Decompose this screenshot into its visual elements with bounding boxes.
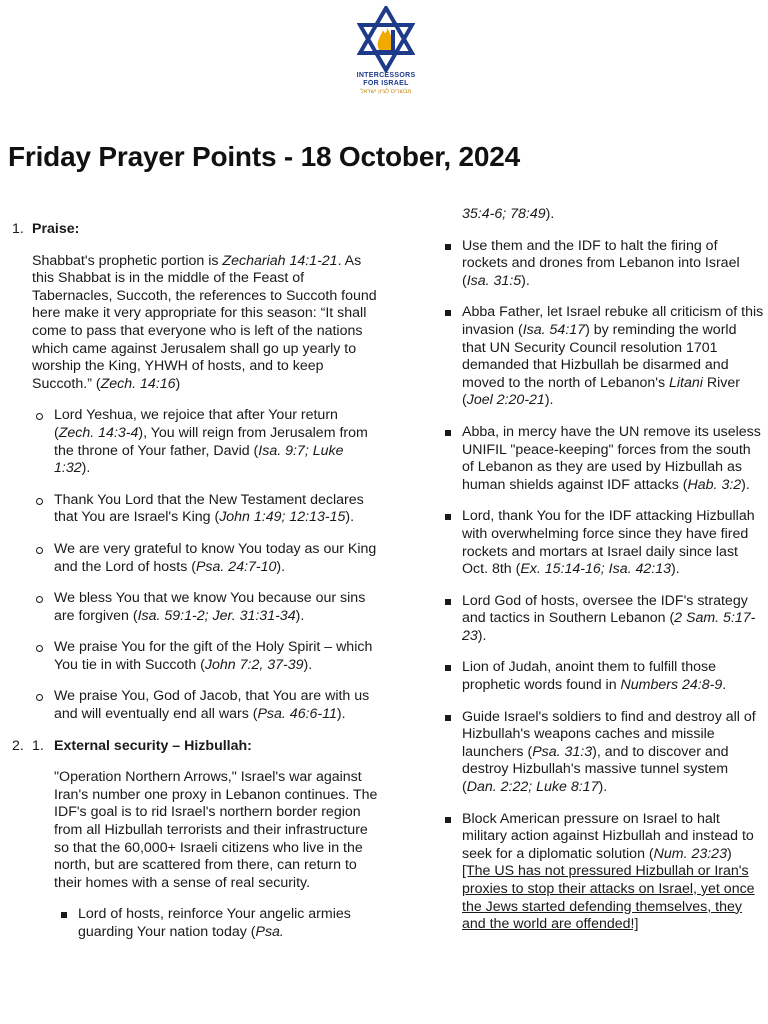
square-bullet-icon: [445, 817, 451, 823]
circle-bullet-icon: [36, 547, 43, 554]
hizbullah-intro: "Operation Northern Arrows," Israel's war against Iran's number one proxy in Lebanon continues. The IDF's goal is to rid Israel's northern border region from all Hizbullah terrorists and their infrastructure so that the 60,000+ Israeli citizens who live in the north, but are scattered from there, can return to their homes with a sense of real security.: [54, 769, 378, 891]
logo-hebrew-text: מבשרים לציון ישראל: [360, 89, 412, 95]
list-item: Lord of hosts, reinforce Your angelic armies guarding Your nation today (Psa.: [54, 906, 378, 941]
right-column: [438, 206, 764, 934]
square-bullet-icon: [445, 715, 451, 721]
list-item: We bless You that we know You because our sins are forgiven (Isa. 59:1-2; Jer. 31:31-34).: [32, 590, 378, 625]
square-bullet-icon: [445, 310, 451, 316]
circle-bullet-icon: [36, 498, 43, 505]
square-bullet-icon: [445, 514, 451, 520]
list-number: 2.: [12, 737, 24, 754]
list-item: Thank You Lord that the New Testament declares that You are Israel's King (John 1:49; 12:13-15).: [32, 492, 378, 527]
section-praise: [12, 221, 378, 724]
star-of-david-logo-icon: [357, 6, 415, 72]
list-item: Guide Israel's soldiers to find and destroy all of Hizbullah's weapons caches and missile launchers (Psa. 31:3), and to discover and destroy Hizbullah's massive tunnel system (Dan. 2:22; Luke 8:17).: [438, 709, 764, 797]
list-item: We are very grateful to know You today as our King and the Lord of hosts (Psa. 24:7-10).: [32, 541, 378, 576]
circle-bullet-icon: [36, 645, 43, 652]
list-item: Use them and the IDF to halt the firing of rockets and drones from Lebanon into Israel (Isa. 31:5).: [438, 238, 764, 291]
section-external-security: [12, 738, 378, 942]
list-number: 1.: [12, 221, 24, 237]
square-bullet-icon: [445, 430, 451, 436]
section-heading-praise: Praise:: [32, 221, 80, 237]
page-title: Friday Prayer Points - 18 October, 2024: [8, 141, 520, 172]
praise-intro: Shabbat's prophetic portion is Zechariah 14:1-21. As this Shabbat is in the middle of the Feast of Tabernacles, Succoth, the references to Succoth found here make it very appropriate for this season: “It shall come to pass that everyone who is left of the nations which came against Jerusalem shall go up yearly to worship the King, YHWH of hosts, and to keep Succoth.” (Zech. 14:16): [32, 252, 377, 392]
square-bullet-icon: [61, 912, 67, 918]
underlined-note: [The US has not pressured Hizbullah or Iran's proxies to stop their attacks on Israel, yet once the Jews started defending themselves, they and the world are offended!]: [462, 863, 755, 933]
list-item: Abba Father, let Israel rebuke all criticism of this invasion (Isa. 54:17) by reminding the world that UN Security Council resolution 1701 demanded that Hizbullah be disarmed and moved to the north of Lebanon's Litani River (Joel 2:20-21).: [438, 304, 764, 410]
square-bullet-icon: [445, 665, 451, 671]
left-column: [12, 221, 378, 942]
circle-bullet-icon: [36, 694, 43, 701]
list-item: Block American pressure on Israel to halt military action against Hizbullah and instead to seek for a diplomatic solution (Num. 23:23) [The US has not pressured Hizbullah or Iran's proxies to stop their attacks on Israel, yet once the Jews started defending themselves, they and the world are offended!]: [438, 811, 764, 934]
section-heading-hizbullah: External security – Hizbullah:: [54, 737, 252, 754]
intercessors-logo[interactable]: [350, 6, 422, 97]
list-item-continued: 35:4-6; 78:49).: [462, 206, 555, 222]
square-bullet-icon: [445, 244, 451, 250]
list-item: We praise You, God of Jacob, that You are with us and will eventually end all wars (Psa. 46:6-11).: [32, 688, 378, 723]
list-item: Lion of Judah, anoint them to fulfill those prophetic words found in Numbers 24:8-9.: [438, 659, 764, 694]
circle-bullet-icon: [36, 596, 43, 603]
logo-org-line1: INTERCESSORS: [356, 72, 416, 79]
square-bullet-icon: [445, 599, 451, 605]
circle-bullet-icon: [36, 413, 43, 420]
list-item: Lord Yeshua, we rejoice that after Your return (Zech. 14:3-4), You will reign from Jerusalem from the throne of Your father, David (Isa. 9:7; Luke 1:32).: [32, 407, 378, 477]
logo-org-line2: FOR ISRAEL: [363, 80, 409, 87]
list-item: We praise You for the gift of the Holy Spirit – which You tie in with Succoth (John 7:2, 37-39).: [32, 639, 378, 674]
list-item: Abba, in mercy have the UN remove its useless UNIFIL "peace-keeping" forces from the south of Lebanon as they are used by Hizbullah as human shields against IDF attacks (Hab. 3:2).: [438, 424, 764, 494]
list-number: 1.: [32, 737, 44, 754]
list-item: Lord God of hosts, oversee the IDF's strategy and tactics in Southern Lebanon (2 Sam. 5:17-23).: [438, 593, 764, 646]
list-item: Lord, thank You for the IDF attacking Hizbullah with overwhelming force since they have fired rockets and mortars at Israel daily since last Oct. 8th (Ex. 15:14-16; Isa. 42:13).: [438, 508, 764, 578]
